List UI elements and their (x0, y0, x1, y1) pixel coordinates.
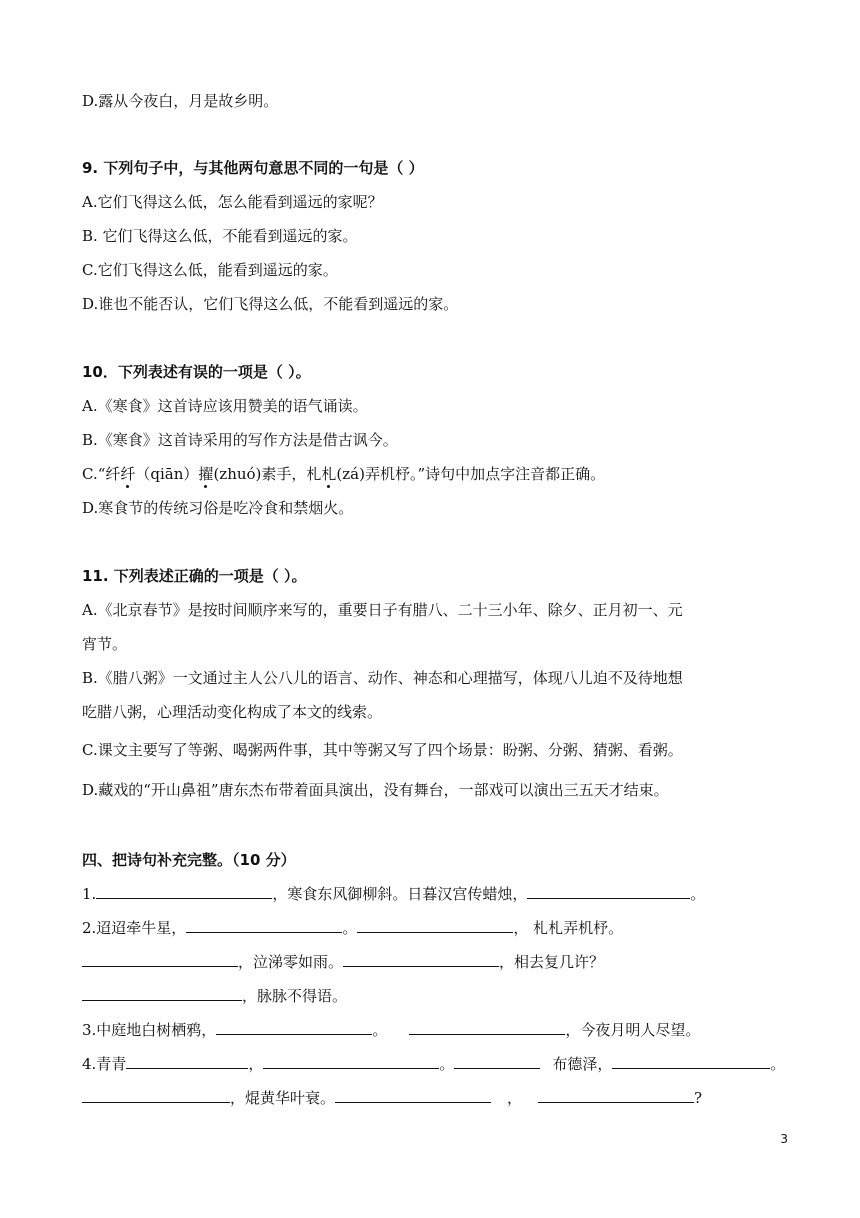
poem-6-text: 4.青青 (82, 1055, 127, 1073)
poem-1-text: ，寒食东风御柳斜。日暮汉宫传蜡烛， (272, 885, 528, 903)
poem-7-end: ? (694, 1089, 703, 1107)
poem-5-text-b: ，今夜月明人尽望。 (565, 1021, 701, 1039)
q11-option-a-line2: 宵节。 (82, 635, 128, 653)
fill-blank[interactable] (96, 884, 272, 899)
fill-blank[interactable] (538, 1088, 694, 1103)
q10-c-part1: C.“纤 (82, 465, 121, 483)
q10-c-part3: (zhuó)素手，札 (213, 465, 322, 483)
fill-blank[interactable] (82, 1088, 230, 1103)
q11-option-b-line2: 吃腊八粥，心理活动变化构成了本文的线索。 (82, 703, 383, 721)
poem-6-comma: ， (248, 1055, 264, 1073)
poem-5-text: 3.中庭地白树栖鸦， (82, 1021, 217, 1039)
fill-blank[interactable] (82, 986, 242, 1001)
q9-option-d: D.谁也不能否认，它们飞得这么低，不能看到遥远的家。 (82, 295, 459, 313)
poem-4-text: ，脉脉不得语。 (242, 987, 348, 1005)
poem-6-text-b: 布德泽， (552, 1055, 613, 1073)
poem-1-end: 。 (690, 885, 706, 903)
poem-3-text: ，泣涕零如雨。 (238, 953, 344, 971)
q9-option-b: B. 它们飞得这么低，不能看到遥远的家。 (82, 227, 358, 245)
poem-line-1 (82, 884, 705, 904)
poem-line-2 (82, 918, 623, 938)
q11-option-c: C.课文主要写了等粥、喝粥两件事，其中等粥又写了四个场景：盼粥、分粥、猜粥、看粥。 (82, 741, 683, 759)
poem-line-5 (82, 1020, 700, 1040)
poem-1-number: 1. (82, 885, 97, 903)
q11-stem: 11. 下列表述正确的一项是（ ）。 (82, 567, 307, 585)
q10-stem: 10．下列表述有误的一项是（ ）。 (82, 363, 311, 381)
q9-stem: 9. 下列句子中，与其他两句意思不同的一句是（ ） (82, 159, 424, 177)
q10-option-c (82, 464, 605, 484)
poem-7-text: ，焜黄华叶衰。 (230, 1089, 336, 1107)
q10-c-dotted-3: 札 (321, 465, 337, 483)
poem-2-punct: 。 (342, 919, 358, 937)
fill-blank[interactable] (82, 952, 238, 967)
fill-blank[interactable] (454, 1054, 540, 1069)
q10-c-part4: (zá)弄机杼。”诗句中加点字注音都正确。 (336, 465, 606, 483)
poem-5-punct: 。 (372, 1021, 388, 1039)
q11-option-a-line1: A.《北京春节》是按时间顺序来写的，重要日子有腊八、二十三小年、除夕、正月初一、元 (82, 601, 683, 619)
q9-option-c: C.它们飞得这么低，能看到遥远的家。 (82, 261, 338, 279)
poem-2-text: 2.迢迢牵牛星， (82, 919, 187, 937)
fill-blank[interactable] (186, 918, 342, 933)
poem-line-7 (82, 1088, 702, 1108)
q10-option-d: D.寒食节的传统习俗是吃冷食和禁烟火。 (82, 499, 354, 517)
poem-6-period: 。 (439, 1055, 455, 1073)
fill-blank[interactable] (527, 884, 690, 899)
poem-2-text-b: ， 札札弄机杼。 (513, 919, 624, 937)
poem-line-3 (82, 952, 604, 972)
fill-blank[interactable] (216, 1020, 372, 1035)
q10-c-dotted-2: 擢 (198, 465, 214, 483)
q10-option-a: A.《寒食》这首诗应该用赞美的语气诵读。 (82, 397, 368, 415)
poem-6-end: 。 (770, 1055, 786, 1073)
q10-option-b: B.《寒食》这首诗采用的写作方法是借古讽今。 (82, 431, 398, 449)
poem-line-6 (82, 1054, 785, 1074)
fill-blank[interactable] (612, 1054, 770, 1069)
q10-c-part2: （qiān） (135, 465, 199, 483)
poem-line-4 (82, 986, 347, 1006)
fill-blank[interactable] (126, 1054, 248, 1069)
page-number: 3 (780, 1132, 788, 1146)
fill-blank[interactable] (335, 1088, 491, 1103)
q8-option-d: D.露从今夜白，月是故乡明。 (82, 92, 279, 110)
section4-title: 四、把诗句补充完整。（10 分） (82, 851, 296, 869)
fill-blank[interactable] (357, 918, 513, 933)
q11-option-b-line1: B.《腊八粥》一文通过主人公八儿的语言、动作、神态和心理描写，体现八儿迫不及待地想 (82, 669, 683, 687)
poem-3-text-b: ，相去复几许？ (499, 953, 605, 971)
poem-7-comma: ， (507, 1089, 523, 1107)
q9-option-a: A.它们飞得这么低，怎么能看到遥远的家呢？ (82, 193, 383, 211)
q10-c-dotted-1: 纤 (120, 465, 136, 483)
q11-option-d: D.藏戏的“开山鼻祖”唐东杰布带着面具演出，没有舞台，一部戏可以演出三五天才结束。 (82, 781, 669, 799)
fill-blank[interactable] (409, 1020, 565, 1035)
fill-blank[interactable] (343, 952, 499, 967)
fill-blank[interactable] (263, 1054, 439, 1069)
